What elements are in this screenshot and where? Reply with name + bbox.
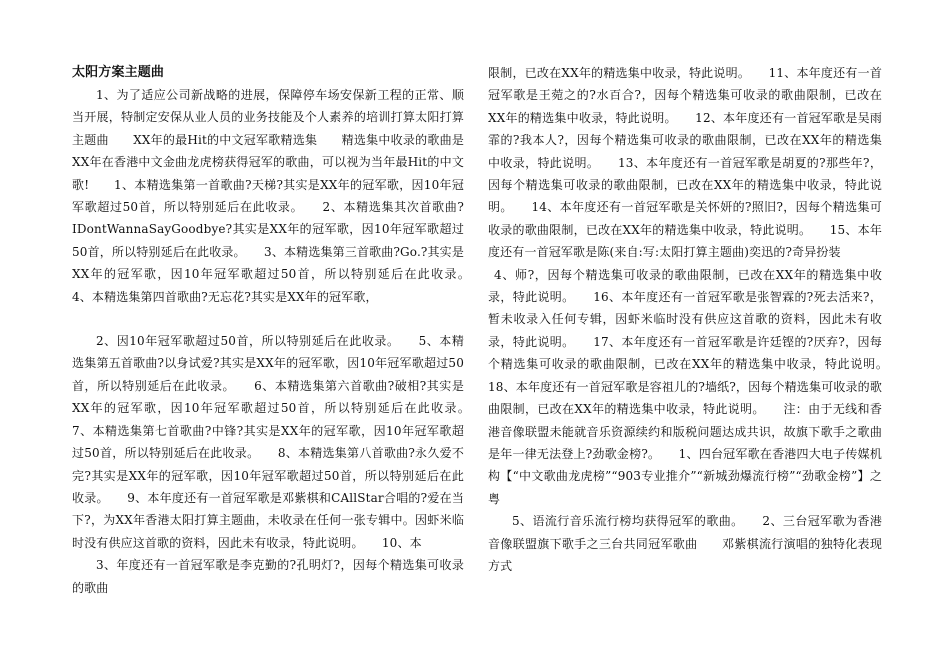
right-paragraph-3: 5、语流行音乐流行榜均获得冠军的歌曲。 2、三台冠军歌为香港音像联盟旗下歌手之三台共同冠军歌曲 邓紫棋流行演唱的独特化表现方式	[488, 514, 882, 573]
right-paragraph-1: 限制，已改在XX年的精选集中收录，特此说明。 11、本年度还有一首冠军歌是王菀之的?水百合?，因每个精选集可收录的歌曲限制，已改在XX年的精选集中收录，特此说明。 12、本年度还有一首冠军歌是吴雨霏的?我本人?，因每个精选集可收录的歌曲限制，已改在XX年的精选集中收录，特此说明。 13、本年度还有一首冠军歌是胡夏的?那些年?，因每个精选集可收录的歌曲限制，已改在XX年的精选集中收录，特此说明。 14、本年度还有一首冠军歌是关怀妍的?照旧?，因每个精选集可收录的歌曲限制，已改在XX年的精选集中收录，特此说明。 15、本年度还有一首冠军歌是陈(来自:写:太阳打算主题曲)奕迅的?奇异扮装	[488, 66, 882, 260]
paragraph-gap	[72, 308, 464, 330]
document-title: 太阳方案主题曲	[72, 65, 165, 80]
left-paragraph-2: 2、因10年冠军歌超过50首，所以特别延后在此收录。 5、本精选集第五首歌曲?以身试爱?其实是XX年的冠军歌，因10年冠军歌超过50首，所以特别延后在此收录。 6、本精选集第六首歌曲?破相?其实是XX年的冠军歌，因10年冠军歌超过50首，所以特别延后在此收录。 7、本精选集第七首歌曲?中锋?其实是XX年的冠军歌，因10年冠军歌超过50首，所以特别延后在此收录。 8、本精选集第八首歌曲?永久爱不完?其实是XX年的冠军歌，因10年冠军歌超过50首，所以特别延后在此收录。 9、本年度还有一首冠军歌是邓紫棋和CAllStar合唱的?爱在当下?，为XX年香港太阳打算主题曲，未收录在任何一张专辑中。因虾米临时没有供应这首歌的资料，因此未有收录，特此说明。 10、本	[72, 334, 489, 550]
left-paragraph-1: 1、为了适应公司新战略的进展，保障停车场安保新工程的正常、顺当开展，特制定安保从业人员的业务技能及个人素养的培训打算太阳打算主题曲 XX年的最Hit的中文冠军歌精选集 精选集中收录的歌曲是XX年在香港中文金曲龙虎榜获得冠军的歌曲，可以视为当年最Hit的中文歌! 1、本精选集第一首歌曲?天梯?其实是XX年的冠军歌，因10年冠军歌超过50首，所以特别延后在此收录。 2、本精选集其次首歌曲?IDontWannaSayGoodbye?其实是XX年的冠军歌，因10年冠军歌超过50首，所以特别延后在此收录。 3、本精选集第三首歌曲?Go.?其实是XX年的冠军歌，因10年冠军歌超过50首，所以特别延后在此收录。 4、本精选集第四首歌曲?无忘花?其实是XX年的冠军歌，	[72, 88, 489, 304]
right-paragraph-2: 4、师?，因每个精选集可收录的歌曲限制，已改在XX年的精选集中收录，特此说明。 16、本年度还有一首冠军歌是张智霖的?死去活来?，暂未收录入任何专辑，因虾米临时没有供应这首歌的资料，因此未有收录，特此说明。 17、本年度还有一首冠军歌是许廷铿的?厌弃?，因每个精选集可收录的歌曲限制，已改在XX年的精选集中收录，特此说明。 18、本年度还有一首冠军歌是容祖儿的?墙纸?，因每个精选集可收录的歌曲限制，已改在XX年的精选集中收录，特此说明。 注：由于无线和香港音像联盟未能就音乐资源续约和版税问题达成共识，故旗下歌手之歌曲是年一律无法登上?劲歌金榜?。 1、四台冠军歌在香港四大电子传媒机构【“中文歌曲龙虎榜”“903专业推介”“新城劲爆流行榜”“劲歌金榜”】之粤	[488, 267, 907, 506]
left-column	[72, 62, 489, 599]
left-paragraph-3: 3、年度还有一首冠军歌是李克勤的?孔明灯?，因每个精选集可收录的歌曲	[72, 558, 464, 595]
right-column	[488, 62, 907, 577]
